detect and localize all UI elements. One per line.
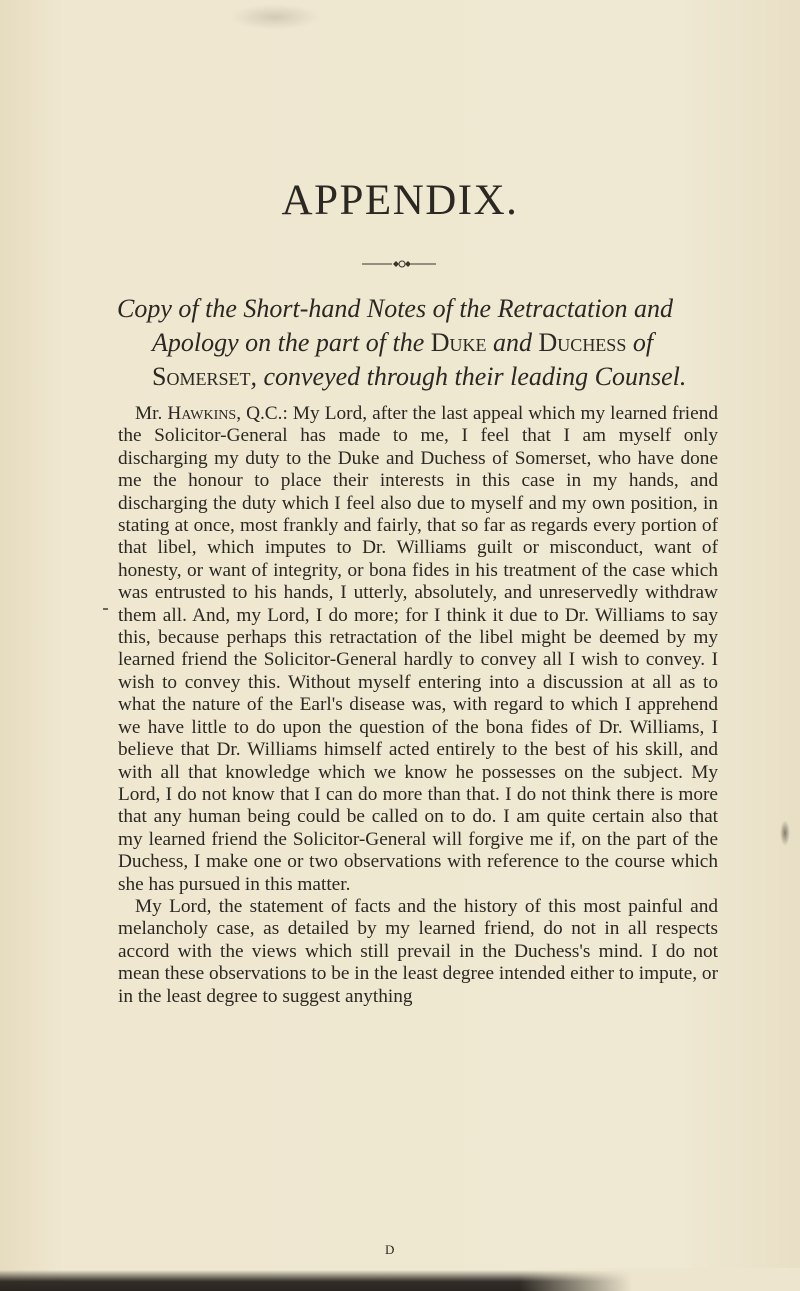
- paragraph-1: Mr. Hawkins, Q.C.: My Lord, after the last appeal which my learned friend the Solicitor-General has made to me, I feel that I am myself only discharging my duty to the Duke and Duchess of Somerset, who have done me the honour to place their interests in this case in my hands, and discharging the duty which I feel also due to myself and my own position, in stating at once, most frankly and fairly, that so far as regards every portion of that libel, which imputes to Dr. Williams guilt or misconduct, want of honesty, or want of integrity, or bona fides in his treatment of the case which was entrusted to his hands, I utterly, absolutely, and unreservedly withdraw them all. And, my Lord, I do more; for I think it due to Dr. Williams to say this, because perhaps this retractation of the libel might be deemed by my learned friend the Solicitor-General hardly to convey all I wish to convey. I wish to convey this. Without myself entering into a discussion at all as to what the nature of the Earl's disease was, with regard to which I apprehend we have little to do upon the question of the bona fides of Dr. Williams, I believe that Dr. Williams himself acted entirely to the best of his skill, and with all that knowledge which we know he possesses on the subject. My Lord, I do not know that I can do more than that. I do not think there is more that any human being could be called on to do. I am quite certain also that my learned friend the Solicitor-General will forgive me if, on the part of the Duchess, I make one or two observations with reference to the course which she has pursued in this matter.: [118, 403, 718, 895]
- page-edge-fade: [520, 1268, 800, 1291]
- heading-line-1: Copy of the Short-hand Notes of the Retractation and: [117, 294, 674, 323]
- heading-somerset: Somerset: [152, 362, 251, 391]
- heading-line-2: Apology on the part of the Duke and Duchess of: [152, 328, 654, 357]
- heading-line-3: Somerset, conveyed through their leading Counsel.: [152, 362, 687, 391]
- speaker-name: Hawkins: [167, 403, 237, 424]
- paragraph-2: My Lord, the statement of facts and the history of this most painful and melancholy case, as detailed by my learned friend, do not in all respects accord with the views which still prevail in the Duchess's mind. I do not mean these observations to be in the least degree intended either to impute, or in the least degree to suggest anything: [118, 895, 718, 1007]
- page-title: APPENDIX.: [281, 177, 519, 224]
- heading-duchess: Duchess: [538, 328, 627, 357]
- margin-tick: [103, 608, 108, 610]
- body-text: [118, 403, 718, 1008]
- margin-ink-spot: [780, 820, 790, 846]
- ornament-rule-icon: [362, 258, 436, 270]
- heading-duke: Duke: [430, 328, 487, 357]
- signature-mark: D: [385, 1242, 395, 1257]
- section-heading: [117, 292, 737, 394]
- paper-stain: [230, 4, 320, 30]
